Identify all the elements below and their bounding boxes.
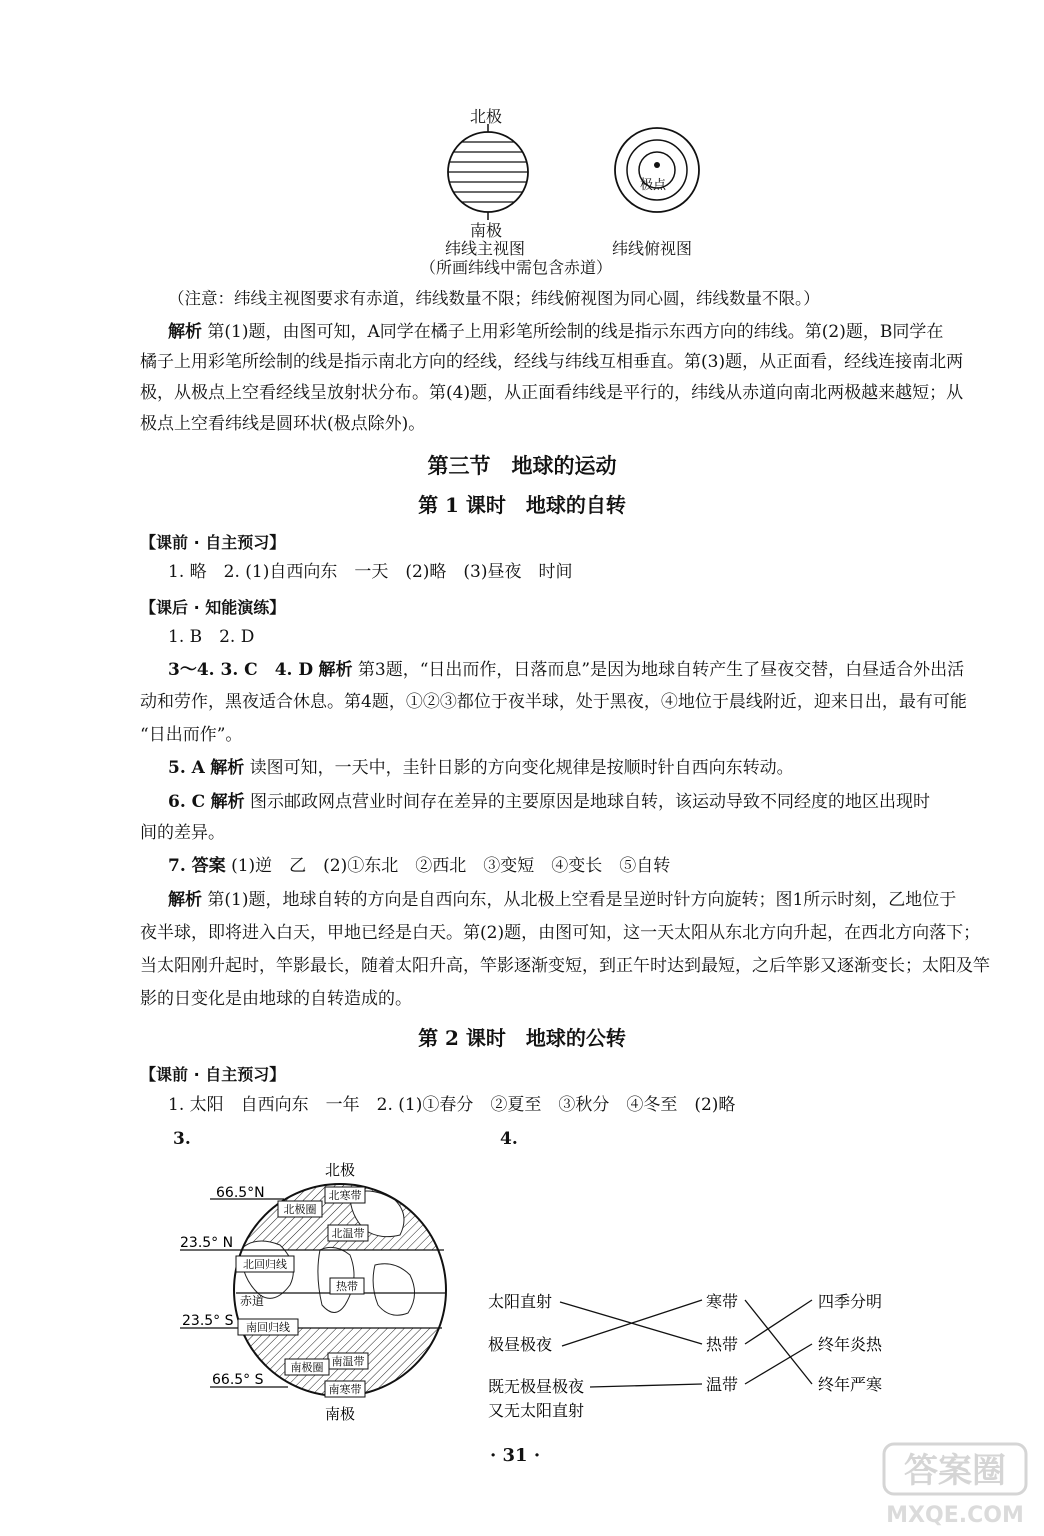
answer-3-4-head: 3～4. 3. C 4. D [168, 660, 314, 680]
lesson2-pre-answer: 1. 太阳 自西向东 一年 2. (1)①春分 ②夏至 ③秋分 ④冬至 (2)略 [168, 1095, 736, 1115]
match-right-four-seasons: 四季分明 [818, 1292, 883, 1311]
answer-1-2: 1. B 2. D [168, 627, 255, 647]
lat-66-5-s-label: 66.5° S [212, 1372, 264, 1388]
climate-zone-matching-figure [480, 1280, 920, 1430]
match-left-direct-sun: 太阳直射 [488, 1292, 553, 1311]
answer-6-head: 6. C [168, 792, 206, 812]
analysis-text: 第3题，“日出而作，日落而息”是因为地球自转产生了昼夜交替，白昼适合外出活 [357, 660, 965, 680]
match-mid-tropical: 热带 [706, 1335, 739, 1354]
page-number: · 31 · [490, 1445, 541, 1466]
watermark-logo-text: 答案圈 [904, 1451, 1006, 1491]
analysis-line-4: 极点上空看纬线是圆环状(极点除外)。 [140, 414, 426, 434]
zone-south-temperate: 南温带 [331, 1355, 365, 1368]
lat-23-5-s-label: 23.5° S [182, 1313, 234, 1329]
watermark-url: MXQE.COM [886, 1503, 1024, 1528]
answer-7 [168, 851, 670, 881]
lat-66-5-n-label: 66.5°N [216, 1185, 265, 1201]
lesson1-pre-header: 【课前 · 自主预习】 [140, 533, 286, 552]
analysis-text: 图示邮政网点营业时间存在差异的主要原因是地球自转，该运动导致不同经度的地区出现时 [250, 792, 931, 812]
match-mid-temperate: 温带 [706, 1375, 739, 1394]
analysis-text: 第(1)题，由图可知，A同学在橘子上用彩笔所绘制的线是指示东西方向的纬线。第(2)题，B同学在 [207, 322, 944, 342]
match-mid-frigid: 寒带 [706, 1292, 739, 1311]
match-left-no-polar-line2: 又无太阳直射 [488, 1401, 585, 1420]
answer-7-analysis-line-3: 当太阳刚升起时，竿影最长，随着太阳升高，竿影逐渐变短，到正午时达到最短，之后竿影又逐渐变长；太阳及竿 [140, 956, 990, 976]
fig-north-pole-label: 北极 [470, 107, 503, 126]
globe-north-pole-label: 北极 [324, 1161, 356, 1179]
answer-3-4-line-1 [168, 655, 964, 685]
watermark-logo [880, 1440, 1030, 1530]
latitude-front-view-caption: 纬线主视图 [445, 239, 526, 258]
answer-7-analysis-line-2: 夜半球，即将进入白天，甲地已经是白天。第(2)题，由图可知，这一天太阳从东北方向升起，在西北方向落下； [140, 923, 981, 943]
latitude-front-view-figure [440, 124, 540, 220]
answer-note: （注意：纬线主视图要求有赤道，纬线数量不限；纬线俯视图为同心圆，纬线数量不限。） [168, 289, 820, 308]
analysis-tag: 解析 [318, 660, 353, 680]
analysis-line-1 [168, 317, 943, 347]
zone-tropical: 热带 [336, 1280, 358, 1293]
match-left-no-polar-line1: 既无极昼极夜 [488, 1377, 585, 1396]
answer-6-line-2: 间的差异。 [140, 823, 225, 843]
answer-7-analysis-line-1 [168, 885, 956, 915]
arctic-circle-label: 北极圈 [283, 1203, 317, 1216]
antarctic-circle-label: 南极圈 [290, 1361, 324, 1374]
zone-south-frigid: 南寒带 [328, 1383, 362, 1396]
answer-3-4-line-3: “日出而作”。 [140, 725, 243, 745]
pole-point-label: 极点 [640, 178, 667, 193]
lesson1-pre-answer: 1. 略 2. (1)自西向东 一天 (2)略 (3)昼夜 时间 [168, 562, 573, 582]
lat-23-5-n-label: 23.5° N [180, 1235, 234, 1251]
lesson1-title: 第 1 课时 地球的自转 [418, 493, 626, 517]
match-right-cold: 终年严寒 [818, 1375, 883, 1394]
question-3-label: 3. [173, 1129, 191, 1149]
section-title: 第三节 地球的运动 [427, 453, 617, 478]
answer-6-line-1 [168, 787, 930, 817]
lesson2-title: 第 2 课时 地球的公转 [418, 1026, 626, 1050]
latitude-top-view-caption: 纬线俯视图 [612, 239, 693, 258]
analysis-tag: 解析 [210, 792, 245, 812]
analysis-line-3: 极，从极点上空看经线呈放射状分布。第(4)题，从正面看纬线是平行的，纬线从赤道向南北两极越来越短；从 [140, 383, 964, 403]
answer-7-head: 7. 答案 [168, 856, 226, 876]
analysis-tag: 解析 [168, 322, 202, 342]
equator-label: 赤道 [239, 1294, 265, 1308]
answer-5 [168, 753, 794, 783]
lesson2-pre-header: 【课前 · 自主预习】 [140, 1065, 286, 1084]
lesson1-post-header: 【课后 · 知能演练】 [140, 598, 286, 617]
analysis-text: 读图可知，一天中，圭针日影的方向变化规律是按顺时针自西向东转动。 [249, 758, 794, 778]
analysis-text: 第(1)题，地球自转的方向是自西向东，从北极上空看是呈逆时针方向旋转；图1所示时刻，乙地位于 [207, 890, 957, 910]
globe-south-pole-label: 南极 [324, 1405, 356, 1423]
tropic-capricorn-label: 南回归线 [246, 1321, 290, 1334]
analysis-tag: 解析 [210, 758, 245, 778]
analysis-tag: 解析 [168, 890, 202, 910]
analysis-line-2: 橘子上用彩笔所绘制的线是指示南北方向的经线，经线与纬线互相垂直。第(3)题，从正面看，经线连接南北两 [140, 352, 964, 372]
tropic-cancer-label: 北回归线 [243, 1258, 287, 1271]
answer-7-text: (1)逆 乙 (2)①东北 ②西北 ③变短 ④变长 ⑤自转 [231, 856, 671, 876]
climate-zone-globe-figure [170, 1155, 470, 1425]
latitude-front-view-note: （所画纬线中需包含赤道） [420, 258, 613, 277]
latitude-top-view-figure [612, 125, 702, 215]
answer-5-head: 5. A [168, 758, 205, 778]
zone-north-frigid: 北寒带 [328, 1189, 362, 1202]
answer-3-4-line-2: 动和劳作，黑夜适合休息。第4题，①②③都位于夜半球，处于黑夜，④地位于晨线附近，迎来日出，最有可能 [140, 692, 967, 712]
fig-south-pole-label: 南极 [470, 221, 503, 240]
question-4-label: 4. [500, 1129, 518, 1149]
zone-north-temperate: 北温带 [331, 1227, 365, 1240]
match-right-hot: 终年炎热 [818, 1335, 883, 1354]
match-left-polar-day-night: 极昼极夜 [488, 1335, 553, 1354]
answer-7-analysis-line-4: 影的日变化是由地球的自转造成的。 [140, 989, 412, 1009]
